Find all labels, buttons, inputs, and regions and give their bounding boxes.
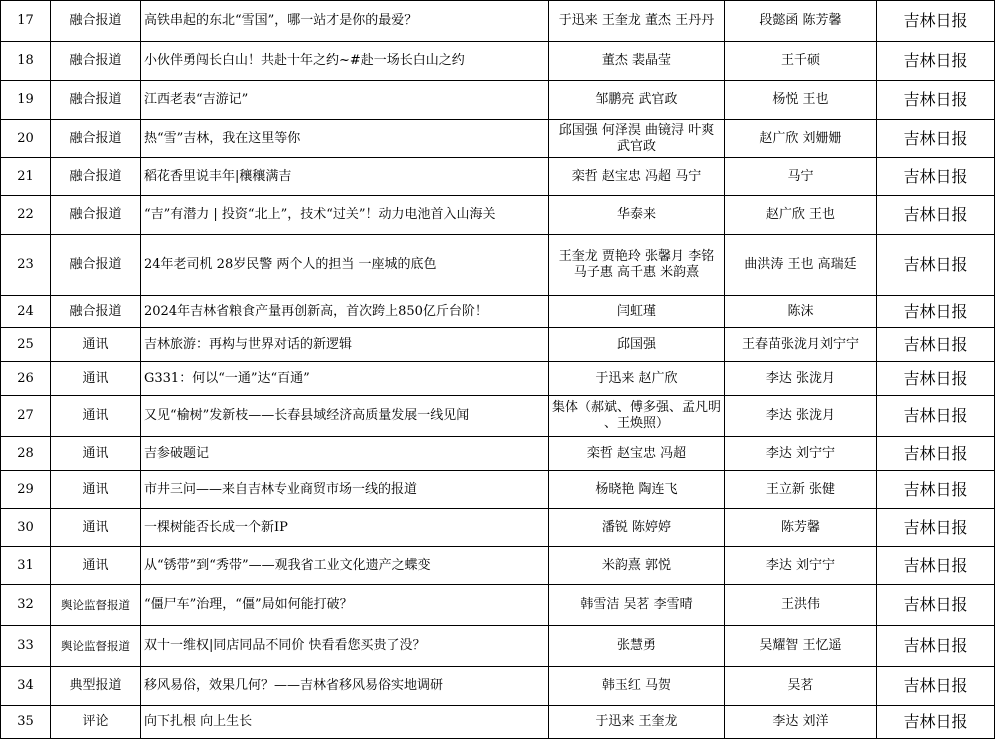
cell-title: 向下扎根 向上生长	[141, 706, 549, 739]
cell-authors: 董杰 裴晶莹	[549, 42, 725, 81]
cell-category: 通讯	[51, 437, 141, 471]
cell-authors: 潘锐 陈婷婷	[549, 509, 725, 547]
cell-authors: 邹鹏亮 武官政	[549, 81, 725, 120]
cell-editors: 李达 张泷月	[725, 362, 877, 396]
cell-category: 融合报道	[51, 1, 141, 42]
table-row	[1, 547, 995, 585]
cell-title: 热“雪”吉林，我在这里等你	[141, 120, 549, 158]
cell-title: “僵尸车”治理，“僵”局如何能打破？	[141, 585, 549, 626]
cell-authors: 王奎龙 贾艳玲 张馨月 李铭 马子惠 高千惠 米韵熹	[549, 235, 725, 296]
cell-publisher: 吉林日报	[877, 120, 995, 158]
cell-authors: 栾哲 赵宝忠 冯超	[549, 437, 725, 471]
cell-publisher: 吉林日报	[877, 81, 995, 120]
cell-editors: 陈芳馨	[725, 509, 877, 547]
table-row	[1, 196, 995, 235]
cell-authors: 张慧勇	[549, 626, 725, 667]
cell-authors: 韩雪洁 吴茗 李雪晴	[549, 585, 725, 626]
cell-title: 吉参破题记	[141, 437, 549, 471]
cell-category: 融合报道	[51, 81, 141, 120]
table-row	[1, 471, 995, 509]
cell-publisher: 吉林日报	[877, 437, 995, 471]
table-row	[1, 235, 995, 296]
cell-number: 18	[1, 42, 51, 81]
table-row	[1, 1, 995, 42]
cell-publisher: 吉林日报	[877, 235, 995, 296]
cell-number: 31	[1, 547, 51, 585]
cell-editors: 吴耀智 王忆遥	[725, 626, 877, 667]
cell-title: 24年老司机 28岁民警 两个人的担当 一座城的底色	[141, 235, 549, 296]
cell-editors: 赵广欣 刘姗姗	[725, 120, 877, 158]
cell-title: 又见“榆树”发新枝——长春县域经济高质量发展一线见闻	[141, 396, 549, 437]
cell-number: 32	[1, 585, 51, 626]
cell-authors: 闫虹瑾	[549, 296, 725, 328]
cell-number: 25	[1, 328, 51, 362]
cell-title: 2024年吉林省粮食产量再创新高，首次跨上850亿斤台阶！	[141, 296, 549, 328]
cell-category: 通讯	[51, 396, 141, 437]
cell-category: 融合报道	[51, 120, 141, 158]
table-row	[1, 328, 995, 362]
cell-title: 江西老表“吉游记”	[141, 81, 549, 120]
cell-authors: 杨晓艳 陶连飞	[549, 471, 725, 509]
cell-number: 35	[1, 706, 51, 739]
cell-number: 29	[1, 471, 51, 509]
cell-category: 评论	[51, 706, 141, 739]
cell-category: 通讯	[51, 509, 141, 547]
cell-editors: 赵广欣 王也	[725, 196, 877, 235]
cell-authors: 米韵熹 郭悦	[549, 547, 725, 585]
cell-title: 小伙伴勇闯长白山！共赴十年之约~#赴一场长白山之约	[141, 42, 549, 81]
table-body	[1, 1, 995, 739]
cell-authors: 华泰来	[549, 196, 725, 235]
cell-number: 24	[1, 296, 51, 328]
cell-editors: 陈沫	[725, 296, 877, 328]
cell-publisher: 吉林日报	[877, 396, 995, 437]
cell-publisher: 吉林日报	[877, 328, 995, 362]
table-row	[1, 509, 995, 547]
cell-category: 通讯	[51, 362, 141, 396]
table-row	[1, 362, 995, 396]
cell-authors: 于迅来 王奎龙	[549, 706, 725, 739]
cell-number: 26	[1, 362, 51, 396]
cell-editors: 李达 张泷月	[725, 396, 877, 437]
cell-authors: 于迅来 王奎龙 董杰 王丹丹	[549, 1, 725, 42]
cell-publisher: 吉林日报	[877, 706, 995, 739]
cell-authors: 于迅来 赵广欣	[549, 362, 725, 396]
cell-number: 17	[1, 1, 51, 42]
cell-number: 19	[1, 81, 51, 120]
table-row	[1, 585, 995, 626]
cell-number: 22	[1, 196, 51, 235]
cell-title: 一棵树能否长成一个新IP	[141, 509, 549, 547]
cell-publisher: 吉林日报	[877, 362, 995, 396]
cell-category: 舆论监督报道	[51, 585, 141, 626]
cell-number: 30	[1, 509, 51, 547]
cell-title: 稻花香里说丰年|穰穰满吉	[141, 158, 549, 196]
cell-authors: 邱国强 何泽淏 曲镜浔 叶爽 武官政	[549, 120, 725, 158]
cell-category: 通讯	[51, 328, 141, 362]
cell-category: 通讯	[51, 471, 141, 509]
cell-title: “吉”有潜力 | 投资“北上”，技术“过关”！动力电池首入山海关	[141, 196, 549, 235]
cell-publisher: 吉林日报	[877, 667, 995, 706]
table-row	[1, 626, 995, 667]
cell-category: 通讯	[51, 547, 141, 585]
cell-publisher: 吉林日报	[877, 471, 995, 509]
table-row	[1, 437, 995, 471]
cell-title: 双十一维权|同店同品不同价 快看看您买贵了没？	[141, 626, 549, 667]
cell-publisher: 吉林日报	[877, 1, 995, 42]
cell-category: 融合报道	[51, 158, 141, 196]
cell-category: 融合报道	[51, 42, 141, 81]
table-row	[1, 81, 995, 120]
cell-title: 移风易俗，效果几何？——吉林省移风易俗实地调研	[141, 667, 549, 706]
cell-editors: 吴茗	[725, 667, 877, 706]
cell-publisher: 吉林日报	[877, 196, 995, 235]
cell-editors: 王洪伟	[725, 585, 877, 626]
cell-publisher: 吉林日报	[877, 509, 995, 547]
table-row	[1, 158, 995, 196]
cell-editors: 王春苗张泷月刘宁宁	[725, 328, 877, 362]
cell-publisher: 吉林日报	[877, 585, 995, 626]
cell-number: 23	[1, 235, 51, 296]
cell-title: G331：何以“一通”达“百通”	[141, 362, 549, 396]
cell-title: 高铁串起的东北“雪国”，哪一站才是你的最爱？	[141, 1, 549, 42]
cell-editors: 杨悦 王也	[725, 81, 877, 120]
table-row	[1, 296, 995, 328]
cell-publisher: 吉林日报	[877, 626, 995, 667]
cell-number: 27	[1, 396, 51, 437]
cell-editors: 王千硕	[725, 42, 877, 81]
cell-authors: 栾哲 赵宝忠 冯超 马宁	[549, 158, 725, 196]
cell-number: 33	[1, 626, 51, 667]
cell-category: 舆论监督报道	[51, 626, 141, 667]
cell-number: 34	[1, 667, 51, 706]
cell-publisher: 吉林日报	[877, 42, 995, 81]
cell-number: 28	[1, 437, 51, 471]
cell-title: 从“锈带”到“秀带”——观我省工业文化遗产之蝶变	[141, 547, 549, 585]
cell-authors: 集体（郝斌、傅多强、孟凡明 、王焕照）	[549, 396, 725, 437]
cell-title: 市井三问——来自吉林专业商贸市场一线的报道	[141, 471, 549, 509]
cell-publisher: 吉林日报	[877, 296, 995, 328]
table-row	[1, 42, 995, 81]
cell-editors: 李达 刘宁宁	[725, 437, 877, 471]
cell-category: 融合报道	[51, 235, 141, 296]
cell-editors: 李达 刘洋	[725, 706, 877, 739]
table-row	[1, 396, 995, 437]
cell-editors: 马宁	[725, 158, 877, 196]
cell-editors: 李达 刘宁宁	[725, 547, 877, 585]
cell-title: 吉林旅游：再构与世界对话的新逻辑	[141, 328, 549, 362]
table-row	[1, 667, 995, 706]
cell-number: 20	[1, 120, 51, 158]
cell-category: 融合报道	[51, 196, 141, 235]
cell-publisher: 吉林日报	[877, 547, 995, 585]
cell-category: 典型报道	[51, 667, 141, 706]
cell-editors: 段懿函 陈芳馨	[725, 1, 877, 42]
cell-number: 21	[1, 158, 51, 196]
cell-category: 融合报道	[51, 296, 141, 328]
cell-publisher: 吉林日报	[877, 158, 995, 196]
cell-authors: 韩玉红 马贺	[549, 667, 725, 706]
table-row	[1, 706, 995, 739]
cell-editors: 王立新 张健	[725, 471, 877, 509]
table-row	[1, 120, 995, 158]
cell-editors: 曲洪涛 王也 高瑞廷	[725, 235, 877, 296]
cell-authors: 邱国强	[549, 328, 725, 362]
